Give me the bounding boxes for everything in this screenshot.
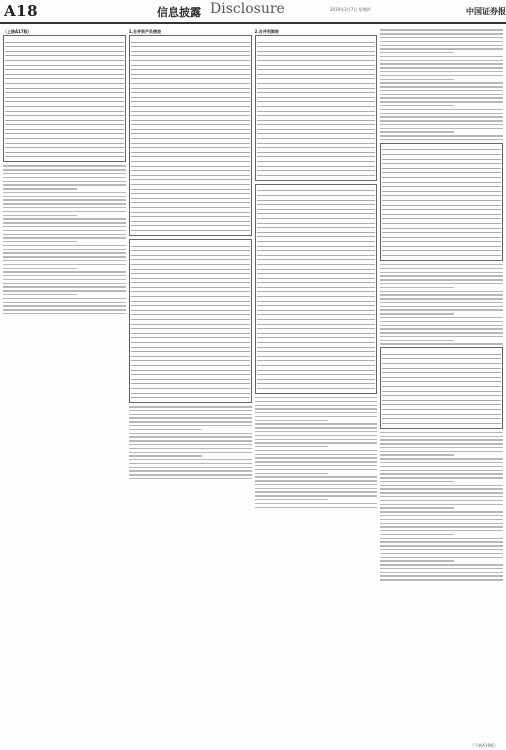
text-line: [380, 325, 503, 326]
text-line: [3, 218, 126, 219]
text-line: [380, 124, 503, 125]
text-line: [380, 79, 454, 80]
table-row: [382, 419, 501, 424]
text-line: [3, 302, 126, 303]
edition-info: 2019年3月7日 星期四: [330, 7, 371, 12]
table-row: [257, 384, 376, 389]
text-line: [380, 488, 503, 489]
text-line: [380, 557, 503, 558]
data-table: [382, 350, 501, 424]
text-line: [380, 45, 503, 46]
text-line: [380, 572, 503, 573]
text-line: [380, 332, 503, 333]
table-block: [380, 347, 503, 429]
text-lines: [3, 165, 126, 314]
continued-note: （下转A19版）: [470, 743, 498, 748]
table-cell: [382, 419, 406, 424]
text-line: [380, 443, 503, 444]
text-line: [255, 465, 378, 466]
text-line: [380, 470, 503, 471]
text-line: [380, 545, 503, 546]
text-line: [380, 309, 503, 310]
text-line: [380, 56, 503, 57]
text-line: [3, 169, 126, 170]
text-line: [380, 328, 503, 329]
text-line: [380, 63, 503, 64]
text-line: [380, 287, 454, 288]
text-line: [3, 184, 126, 185]
text-line: [380, 264, 503, 265]
text-line: [380, 507, 454, 508]
text-line: [380, 294, 503, 295]
text-line: [380, 41, 503, 42]
text-lines: [380, 29, 503, 140]
text-line: [3, 188, 77, 189]
text-line: [129, 463, 252, 464]
table-cell: [406, 251, 430, 256]
column-1: [3, 27, 126, 742]
text-line: [380, 511, 503, 512]
text-line: [3, 283, 126, 284]
text-line: [380, 579, 503, 580]
text-line: [129, 417, 252, 418]
table-cell: [220, 393, 250, 398]
text-line: [129, 474, 252, 475]
text-line: [380, 298, 503, 299]
text-line: [3, 264, 126, 265]
text-line: [380, 568, 503, 569]
text-line: [255, 439, 378, 440]
text-line: [380, 120, 503, 121]
text-line: [255, 484, 378, 485]
table-cell: [35, 152, 65, 157]
table-cell: [257, 171, 287, 176]
text-line: [380, 515, 503, 516]
text-line: [255, 491, 378, 492]
table-block: [3, 35, 126, 162]
table-cell: [190, 226, 220, 231]
text-line: [380, 519, 503, 520]
text-line: [3, 230, 126, 231]
table-row: [131, 226, 250, 231]
text-line: [3, 268, 77, 269]
text-line: [380, 451, 503, 452]
text-line: [3, 226, 126, 227]
text-line: [380, 439, 503, 440]
text-line: [3, 173, 126, 174]
text-line: [380, 71, 503, 72]
text-line: [129, 421, 252, 422]
data-table: [382, 146, 501, 256]
data-table: [131, 242, 250, 398]
text-line: [380, 128, 503, 129]
text-line: [255, 423, 378, 424]
table-cell: [286, 384, 316, 389]
text-line: [255, 401, 378, 402]
text-line: [129, 436, 252, 437]
text-line: [3, 305, 126, 306]
text-line: [255, 476, 378, 477]
text-line: [380, 279, 503, 280]
text-line: [3, 181, 126, 182]
text-line: [255, 405, 378, 406]
table-cell: [430, 251, 454, 256]
text-line: [255, 397, 378, 398]
table-cell: [454, 419, 478, 424]
data-table: [131, 38, 250, 231]
text-line: [129, 410, 252, 411]
table-row: [257, 171, 376, 176]
table-cell: [454, 251, 478, 256]
table-cell: [430, 419, 454, 424]
text-line: [255, 435, 378, 436]
text-line: [380, 321, 503, 322]
content-columns: [3, 27, 503, 742]
text-line: [3, 215, 77, 216]
text-line: [380, 462, 503, 463]
text-line: [380, 485, 503, 486]
table-cell: [94, 152, 124, 157]
text-line: [129, 470, 252, 471]
text-line: [129, 455, 203, 456]
text-line: [380, 343, 503, 344]
table-cell: [257, 384, 287, 389]
text-line: [380, 313, 454, 314]
table-cell: [64, 152, 94, 157]
text-line: [380, 530, 503, 531]
text-line: [380, 432, 503, 433]
text-line: [380, 291, 503, 292]
table-block: [255, 35, 378, 181]
text-line: [380, 447, 503, 448]
text-line: [380, 336, 503, 337]
text-line: [255, 507, 378, 508]
text-line: [129, 425, 252, 426]
text-line: [380, 29, 503, 30]
table-block: [129, 35, 252, 236]
text-lines: [380, 432, 503, 581]
text-line: [380, 477, 503, 478]
text-line: [3, 207, 126, 208]
text-line: [3, 279, 126, 280]
text-line: [380, 541, 503, 542]
text-line: [380, 534, 454, 535]
text-line: [3, 192, 126, 193]
text-line: [3, 234, 126, 235]
text-line: [129, 478, 252, 479]
table-cell: [346, 384, 376, 389]
text-line: [380, 302, 503, 303]
text-line: [255, 469, 378, 470]
text-line: [3, 196, 126, 197]
data-table: [257, 187, 376, 389]
text-line: [380, 97, 503, 98]
column-2: [129, 27, 252, 742]
table-cell: [160, 226, 190, 231]
text-line: [380, 116, 503, 117]
text-line: [380, 526, 503, 527]
text-line: [380, 67, 503, 68]
text-line: [3, 245, 126, 246]
text-line: [380, 275, 503, 276]
table-block: [255, 184, 378, 394]
text-line: [129, 440, 252, 441]
section-title-en: Disclosure: [210, 1, 285, 17]
text-line: [380, 523, 503, 524]
masthead: [0, 0, 506, 24]
table-cell: [160, 393, 190, 398]
column-3: [255, 27, 378, 742]
text-line: [380, 496, 503, 497]
text-line: [380, 564, 503, 565]
brand-logo: 中国证券报: [466, 6, 506, 16]
text-line: [380, 317, 503, 318]
text-line: [129, 452, 252, 453]
text-line: [129, 414, 252, 415]
text-line: [380, 272, 503, 273]
column-4: [380, 27, 503, 742]
text-line: [380, 549, 503, 550]
text-lines: [129, 406, 252, 479]
text-line: [129, 444, 252, 445]
text-line: [129, 459, 252, 460]
text-line: [380, 60, 503, 61]
table-cell: [131, 393, 161, 398]
text-line: [380, 75, 503, 76]
table-cell: [220, 226, 250, 231]
text-line: [380, 575, 503, 576]
text-line: [380, 283, 503, 284]
footer: [0, 742, 506, 750]
text-line: [380, 340, 454, 341]
text-line: [380, 48, 503, 49]
table-cell: [406, 419, 430, 424]
table-block: [380, 143, 503, 261]
table-cell: [346, 171, 376, 176]
text-line: [3, 271, 126, 272]
text-line: [3, 260, 126, 261]
text-line: [255, 431, 378, 432]
table-cell: [5, 152, 35, 157]
text-line: [3, 203, 126, 204]
text-line: [255, 488, 378, 489]
text-line: [380, 553, 503, 554]
text-line: [380, 139, 503, 140]
text-line: [255, 454, 378, 455]
text-line: [380, 113, 503, 114]
text-line: [255, 480, 378, 481]
text-line: [129, 429, 203, 430]
text-line: [380, 538, 503, 539]
text-line: [3, 275, 126, 276]
text-line: [255, 420, 329, 421]
text-line: [3, 298, 126, 299]
text-line: [380, 504, 503, 505]
text-line: [380, 109, 503, 110]
text-line: [380, 33, 503, 34]
text-line: [380, 86, 503, 87]
text-line: [255, 461, 378, 462]
text-line: [380, 473, 503, 474]
text-line: [3, 165, 126, 166]
table-row: [131, 393, 250, 398]
column-3-title: 2.合并利润表: [254, 29, 279, 34]
table-cell: [286, 171, 316, 176]
text-line: [3, 286, 126, 287]
table-cell: [477, 251, 501, 256]
text-line: [129, 433, 252, 434]
table-cell: [382, 251, 406, 256]
text-line: [380, 436, 503, 437]
text-line: [3, 294, 77, 295]
text-line: [380, 52, 454, 53]
text-line: [129, 406, 252, 407]
text-line: [3, 256, 126, 257]
text-line: [380, 466, 503, 467]
text-line: [255, 408, 378, 409]
text-line: [3, 290, 126, 291]
table-cell: [131, 226, 161, 231]
text-line: [380, 105, 454, 106]
text-line: [380, 82, 503, 83]
text-line: [3, 241, 77, 242]
text-line: [129, 467, 252, 468]
text-line: [380, 560, 454, 561]
text-line: [380, 268, 503, 269]
text-lines: [255, 397, 378, 508]
text-line: [129, 448, 252, 449]
text-line: [255, 450, 378, 451]
text-line: [380, 454, 454, 455]
text-line: [3, 252, 126, 253]
data-table: [5, 38, 124, 157]
data-table: [257, 38, 376, 176]
text-line: [255, 416, 378, 417]
text-line: [255, 412, 378, 413]
table-block: [129, 239, 252, 403]
text-line: [3, 237, 126, 238]
table-cell: [477, 419, 501, 424]
text-line: [380, 500, 503, 501]
text-line: [3, 177, 126, 178]
text-line: [380, 481, 454, 482]
text-line: [255, 457, 378, 458]
text-line: [255, 442, 378, 443]
text-line: [380, 90, 503, 91]
text-line: [255, 495, 378, 496]
text-line: [3, 313, 126, 314]
text-line: [380, 458, 503, 459]
text-line: [380, 131, 454, 132]
text-line: [380, 37, 503, 38]
table-row: [382, 251, 501, 256]
table-cell: [316, 171, 346, 176]
column-2-title: 1.合并资产负债表: [128, 29, 162, 34]
text-line: [255, 446, 329, 447]
text-line: [380, 101, 503, 102]
text-line: [380, 135, 503, 136]
table-row: [5, 152, 124, 157]
text-line: [255, 503, 378, 504]
text-line: [380, 94, 503, 95]
text-lines: [380, 264, 503, 345]
section-title: 信息披露: [157, 6, 201, 19]
text-line: [3, 309, 126, 310]
text-line: [255, 427, 378, 428]
table-cell: [190, 393, 220, 398]
column-1-title: （上接A17版）: [3, 29, 32, 34]
text-line: [3, 199, 126, 200]
text-line: [3, 222, 126, 223]
text-line: [255, 473, 329, 474]
text-line: [3, 211, 126, 212]
text-line: [255, 499, 329, 500]
text-line: [3, 249, 126, 250]
table-cell: [316, 384, 346, 389]
page-number: A18: [4, 2, 39, 20]
text-line: [380, 492, 503, 493]
text-line: [380, 306, 503, 307]
